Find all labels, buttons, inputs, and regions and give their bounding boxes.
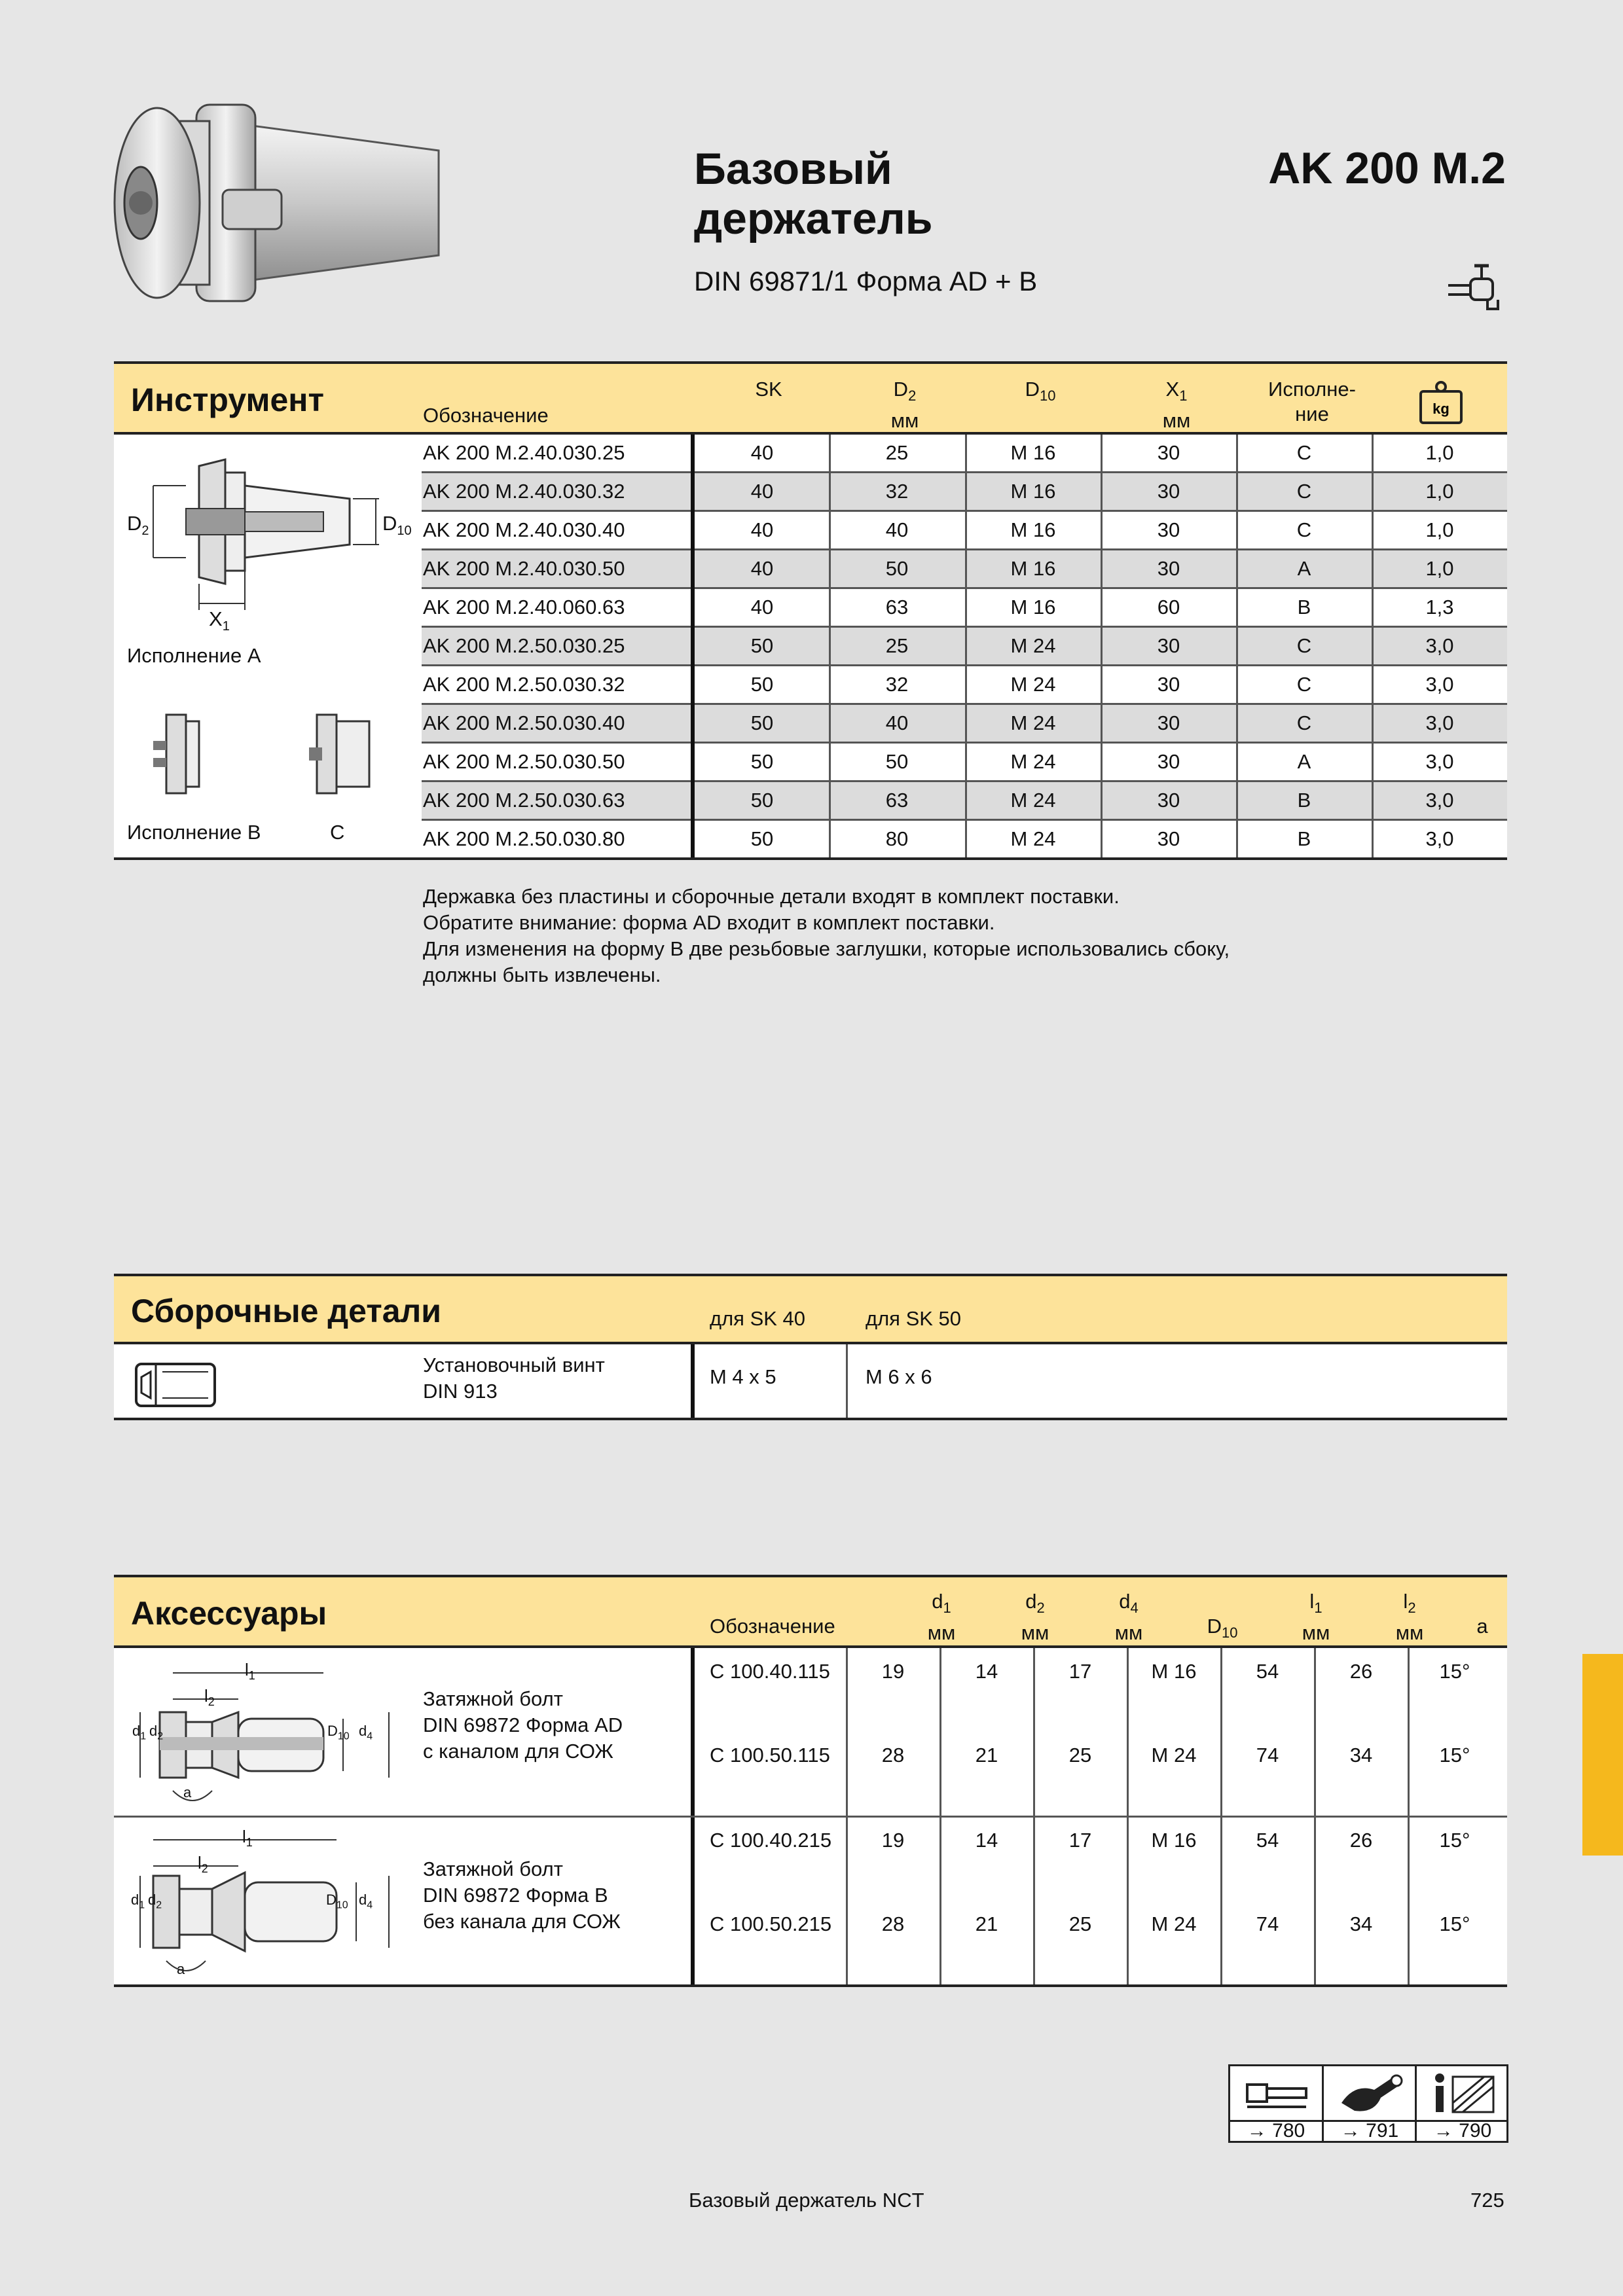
- cell-version: C: [1296, 441, 1312, 464]
- cell-sk: 40: [750, 480, 774, 503]
- product-code: AK 200 M.2: [1268, 143, 1506, 193]
- table-row: [422, 512, 1507, 550]
- cell-d2: 50: [885, 750, 909, 773]
- divider: [1314, 1648, 1316, 1987]
- pull-stud-icon[interactable]: [1243, 2073, 1309, 2115]
- cell-designation: AK 200 M.2.50.030.25: [423, 634, 625, 657]
- cell-weight: 3,0: [1425, 711, 1454, 734]
- cell-weight: 3,0: [1425, 789, 1454, 812]
- accessories-header: [114, 1575, 1507, 1648]
- drawing-label-d10: $D_{10}$: [382, 512, 412, 539]
- reference-link[interactable]: → 780: [1247, 2120, 1305, 2142]
- acc-label-d2: $d_2$: [148, 1892, 162, 1911]
- section-tab[interactable]: [1582, 1654, 1623, 1856]
- divider: [1236, 435, 1238, 859]
- acc-label-d1: $d_1$: [132, 1723, 147, 1742]
- divider: [1127, 1648, 1129, 1987]
- cell-l1: 74: [1256, 1744, 1279, 1767]
- cell-d2: 50: [885, 557, 909, 580]
- cell-version: B: [1297, 596, 1311, 619]
- cell-version: B: [1297, 789, 1311, 812]
- note-line: Державка без пластины и сборочные детали входят в комплект поставки.: [423, 885, 1120, 908]
- cell-sk: 40: [750, 441, 774, 464]
- cell-d2: 32: [885, 480, 909, 503]
- cell-weight: 1,0: [1425, 518, 1454, 541]
- cell-d1: 28: [881, 1912, 905, 1935]
- divider: [691, 1648, 695, 1987]
- table-row: [422, 666, 1507, 705]
- accessory-description: Затяжной болт DIN 69872 Форма B без канала для СОЖ: [423, 1857, 621, 1933]
- cell-designation: AK 200 M.2.50.030.63: [423, 789, 625, 812]
- cell-x1: 30: [1157, 673, 1180, 696]
- cell-d4: 25: [1068, 1744, 1092, 1767]
- cell-x1: 30: [1157, 789, 1180, 812]
- cell-designation: C 100.40.115: [710, 1660, 830, 1683]
- cell-d10: M 16: [1151, 1829, 1197, 1852]
- cell-d4: 17: [1068, 1829, 1092, 1852]
- cell-weight: 1,3: [1425, 596, 1454, 619]
- cell-d10: M 24: [1151, 1912, 1197, 1935]
- assembly-header: [114, 1274, 1507, 1344]
- cell-designation: AK 200 M.2.50.030.32: [423, 673, 625, 696]
- version-a-drawing: [127, 446, 415, 643]
- cell-sk: 50: [750, 827, 774, 850]
- version-a-label: Исполнение A: [127, 644, 261, 667]
- sk40-value: M 4 x 5: [710, 1365, 776, 1388]
- page-title: [694, 144, 933, 243]
- cell-d10: M 24: [1010, 789, 1056, 812]
- divider: [114, 1984, 1507, 1987]
- cell-d10: M 16: [1151, 1660, 1197, 1683]
- drawing-label-x1: $X_1$: [209, 607, 230, 634]
- cell-weight: 3,0: [1425, 750, 1454, 773]
- table-row: [422, 550, 1507, 589]
- version-c-label: C: [330, 821, 345, 844]
- version-b-drawing: [147, 708, 225, 800]
- cell-l1: 54: [1256, 1660, 1279, 1683]
- cell-designation: C 100.50.115: [710, 1744, 830, 1767]
- cell-l2: 34: [1349, 1744, 1373, 1767]
- page-number: 725: [1470, 2189, 1504, 2212]
- cell-l2: 26: [1349, 1660, 1373, 1683]
- table-row: [422, 744, 1507, 782]
- cell-d2: 21: [975, 1912, 998, 1935]
- cell-sk: 50: [750, 711, 774, 734]
- cell-d4: 17: [1068, 1660, 1092, 1683]
- sk50-value: M 6 x 6: [866, 1365, 932, 1388]
- cell-version: B: [1297, 827, 1311, 850]
- col-l1: $l_1$ мм: [1302, 1590, 1330, 1645]
- col-d4: $d_4$ мм: [1114, 1590, 1143, 1645]
- tool-table-title: Инструмент: [131, 382, 324, 418]
- cell-x1: 30: [1157, 711, 1180, 734]
- accessories-table: [114, 1575, 1507, 1987]
- divider: [829, 435, 831, 859]
- divider: [691, 1344, 695, 1420]
- cell-sk: 40: [750, 557, 774, 580]
- divider: [1101, 435, 1103, 859]
- cell-d10: M 24: [1010, 711, 1056, 734]
- assembly-table: [114, 1274, 1507, 1422]
- assembly-item: Установочный винт DIN 913: [423, 1354, 605, 1403]
- cell-d10: M 16: [1010, 596, 1056, 619]
- acc-label-l2: $l_2$: [204, 1686, 215, 1709]
- cell-weight: 3,0: [1425, 634, 1454, 657]
- divider: [691, 435, 695, 859]
- cell-version: A: [1297, 557, 1311, 580]
- cell-designation: AK 200 M.2.50.030.40: [423, 711, 625, 734]
- cell-l2: 34: [1349, 1912, 1373, 1935]
- col-a: a: [1476, 1615, 1488, 1638]
- cell-version: C: [1296, 480, 1312, 503]
- col-d2: $d_2$ мм: [1021, 1590, 1049, 1645]
- cell-d10: M 16: [1010, 441, 1056, 464]
- cell-designation: AK 200 M.2.40.060.63: [423, 596, 625, 619]
- divider: [965, 435, 967, 859]
- table-row: [422, 705, 1507, 744]
- cell-x1: 30: [1157, 750, 1180, 773]
- acc-label-d4: $d_4$: [359, 1892, 373, 1911]
- col-version: Исполне- ние: [1268, 378, 1356, 425]
- cell-designation: C 100.40.215: [710, 1829, 832, 1852]
- wrench-hand-icon[interactable]: [1335, 2070, 1407, 2117]
- reference-link[interactable]: → 791: [1340, 2120, 1399, 2142]
- acc-label-d2: $d_2$: [149, 1723, 164, 1742]
- cell-d1: 19: [881, 1660, 905, 1683]
- note-line: Обратите внимание: форма AD входит в комплект поставки.: [423, 911, 995, 934]
- reference-panel: [1228, 2064, 1508, 2143]
- cell-d2: 63: [885, 596, 909, 619]
- info-chart-icon[interactable]: [1427, 2070, 1499, 2117]
- col-sk50: для SK 50: [866, 1307, 962, 1330]
- acc-label-l2: $l_2$: [198, 1853, 208, 1876]
- acc-label-a: a: [177, 1961, 185, 1977]
- assembly-body: [114, 1344, 1507, 1420]
- cell-d1: 19: [881, 1829, 905, 1852]
- col-l2: $l_2$ мм: [1395, 1590, 1424, 1645]
- divider: [846, 1648, 848, 1987]
- cell-designation: AK 200 M.2.40.030.50: [423, 557, 625, 580]
- cell-d2: 63: [885, 789, 909, 812]
- product-illustration: [111, 92, 452, 314]
- col-acc-designation: Обозначение: [710, 1615, 835, 1638]
- cell-sk: 40: [750, 596, 774, 619]
- cell-sk: 50: [750, 634, 774, 657]
- page-subtitle: DIN 69871/1 Форма AD + B: [694, 266, 1038, 296]
- cell-l1: 74: [1256, 1912, 1279, 1935]
- cell-weight: 1,0: [1425, 557, 1454, 580]
- cell-d2: 14: [975, 1660, 998, 1683]
- weight-icon: [1418, 380, 1464, 429]
- cell-version: C: [1296, 673, 1312, 696]
- table-row: [422, 782, 1507, 821]
- cell-d10: M 24: [1010, 634, 1056, 657]
- cell-version: C: [1296, 634, 1312, 657]
- cell-sk: 50: [750, 750, 774, 773]
- divider: [846, 1344, 848, 1420]
- cell-sk: 50: [750, 789, 774, 812]
- divider: [114, 1816, 1507, 1818]
- cell-d10: M 24: [1010, 750, 1056, 773]
- tool-table-header: [114, 361, 1507, 435]
- divider: [939, 1648, 941, 1987]
- coolant-tap-icon: [1444, 259, 1507, 317]
- cell-x1: 30: [1157, 557, 1180, 580]
- cell-d1: 28: [881, 1744, 905, 1767]
- cell-l1: 54: [1256, 1829, 1279, 1852]
- cell-a: 15°: [1439, 1829, 1470, 1852]
- cell-weight: 1,0: [1425, 480, 1454, 503]
- cell-version: C: [1296, 711, 1312, 734]
- reference-link[interactable]: → 790: [1433, 2120, 1492, 2142]
- tool-drawings: [127, 446, 415, 852]
- cell-d10: M 24: [1010, 673, 1056, 696]
- cell-weight: 3,0: [1425, 673, 1454, 696]
- cell-designation: AK 200 M.2.50.030.80: [423, 827, 625, 850]
- cell-d2: 40: [885, 711, 909, 734]
- cell-l2: 26: [1349, 1829, 1373, 1852]
- col-d10: $D_{10}$: [1207, 1615, 1238, 1641]
- cell-d2: 32: [885, 673, 909, 696]
- cell-x1: 30: [1157, 518, 1180, 541]
- cell-designation: AK 200 M.2.40.030.32: [423, 480, 625, 503]
- table-row: [422, 589, 1507, 628]
- acc-label-l1: $l_1$: [245, 1660, 255, 1683]
- col-d2: $D_2$ мм: [890, 378, 919, 433]
- acc-label-d10: $D_{10}$: [326, 1892, 348, 1911]
- tool-table: [114, 361, 1507, 859]
- divider: [1033, 1648, 1035, 1987]
- note-line: должны быть извлечены.: [423, 963, 661, 986]
- cell-designation: AK 200 M.2.50.030.50: [423, 750, 625, 773]
- cell-d10: M 24: [1010, 827, 1056, 850]
- cell-d2: 25: [885, 441, 909, 464]
- version-b-label: Исполнение B: [127, 821, 261, 844]
- svg-text:kg: kg: [1432, 401, 1450, 417]
- accessory-description: Затяжной болт DIN 69872 Форма AD с каналом для СОЖ: [423, 1687, 623, 1763]
- cell-x1: 30: [1157, 827, 1180, 850]
- note-line: Для изменения на форму B две резьбовые заглушки, которые использовались сбоку,: [423, 937, 1230, 960]
- cell-d2: 80: [885, 827, 909, 850]
- divider: [114, 857, 1507, 860]
- cell-x1: 30: [1157, 634, 1180, 657]
- acc-label-l1: $l_1$: [242, 1827, 253, 1850]
- cell-x1: 30: [1157, 480, 1180, 503]
- cell-weight: 1,0: [1425, 441, 1454, 464]
- assembly-title: Сборочные детали: [131, 1293, 442, 1329]
- col-x1: $X_1$ мм: [1162, 378, 1191, 433]
- cell-d2: 40: [885, 518, 909, 541]
- accessories-title: Аксессуары: [131, 1595, 327, 1632]
- col-d10: $D_{10}$: [1025, 378, 1056, 404]
- acc-label-d1: $d_1$: [131, 1892, 145, 1911]
- divider: [1372, 435, 1374, 859]
- cell-d2: 25: [885, 634, 909, 657]
- acc-label-a: a: [183, 1784, 192, 1801]
- cell-x1: 30: [1157, 441, 1180, 464]
- cell-d10: M 16: [1010, 480, 1056, 503]
- cell-designation: AK 200 M.2.40.030.40: [423, 518, 625, 541]
- cell-x1: 60: [1157, 596, 1180, 619]
- cell-version: C: [1296, 518, 1312, 541]
- cell-d10: M 24: [1151, 1744, 1197, 1767]
- col-sk40: для SK 40: [710, 1307, 806, 1330]
- version-c-drawing: [297, 708, 376, 800]
- divider: [1408, 1648, 1410, 1987]
- acc-label-d10: $D_{10}$: [327, 1723, 350, 1742]
- table-row: [422, 821, 1507, 859]
- drawing-label-d2: $D_2$: [127, 512, 149, 539]
- footer-text: Базовый держатель NCT: [689, 2189, 924, 2212]
- set-screw-icon: [130, 1359, 221, 1411]
- table-row: [422, 435, 1507, 473]
- title-line-1: Базовый: [694, 144, 892, 194]
- cell-weight: 3,0: [1425, 827, 1454, 850]
- divider: [114, 1418, 1507, 1420]
- cell-designation: AK 200 M.2.40.030.25: [423, 441, 625, 464]
- cell-version: A: [1297, 750, 1311, 773]
- cell-d10: M 16: [1010, 518, 1056, 541]
- cell-a: 15°: [1439, 1912, 1470, 1935]
- cell-designation: C 100.50.215: [710, 1912, 832, 1935]
- title-line-2: держатель: [694, 194, 933, 243]
- col-designation: Обозначение: [423, 404, 549, 427]
- table-row: [422, 628, 1507, 666]
- cell-sk: 40: [750, 518, 774, 541]
- col-d1: $d_1$ мм: [927, 1590, 956, 1645]
- cell-d2: 14: [975, 1829, 998, 1852]
- acc-label-d4: $d_4$: [359, 1723, 373, 1742]
- divider: [1220, 1648, 1222, 1987]
- cell-a: 15°: [1439, 1744, 1470, 1767]
- tool-holder-illustration: [111, 92, 452, 314]
- cell-sk: 50: [750, 673, 774, 696]
- col-sk: SK: [755, 378, 782, 401]
- cell-a: 15°: [1439, 1660, 1470, 1683]
- cell-d4: 25: [1068, 1912, 1092, 1935]
- table-row: [422, 473, 1507, 512]
- cell-d2: 21: [975, 1744, 998, 1767]
- cell-d10: M 16: [1010, 557, 1056, 580]
- notes: [423, 884, 1230, 988]
